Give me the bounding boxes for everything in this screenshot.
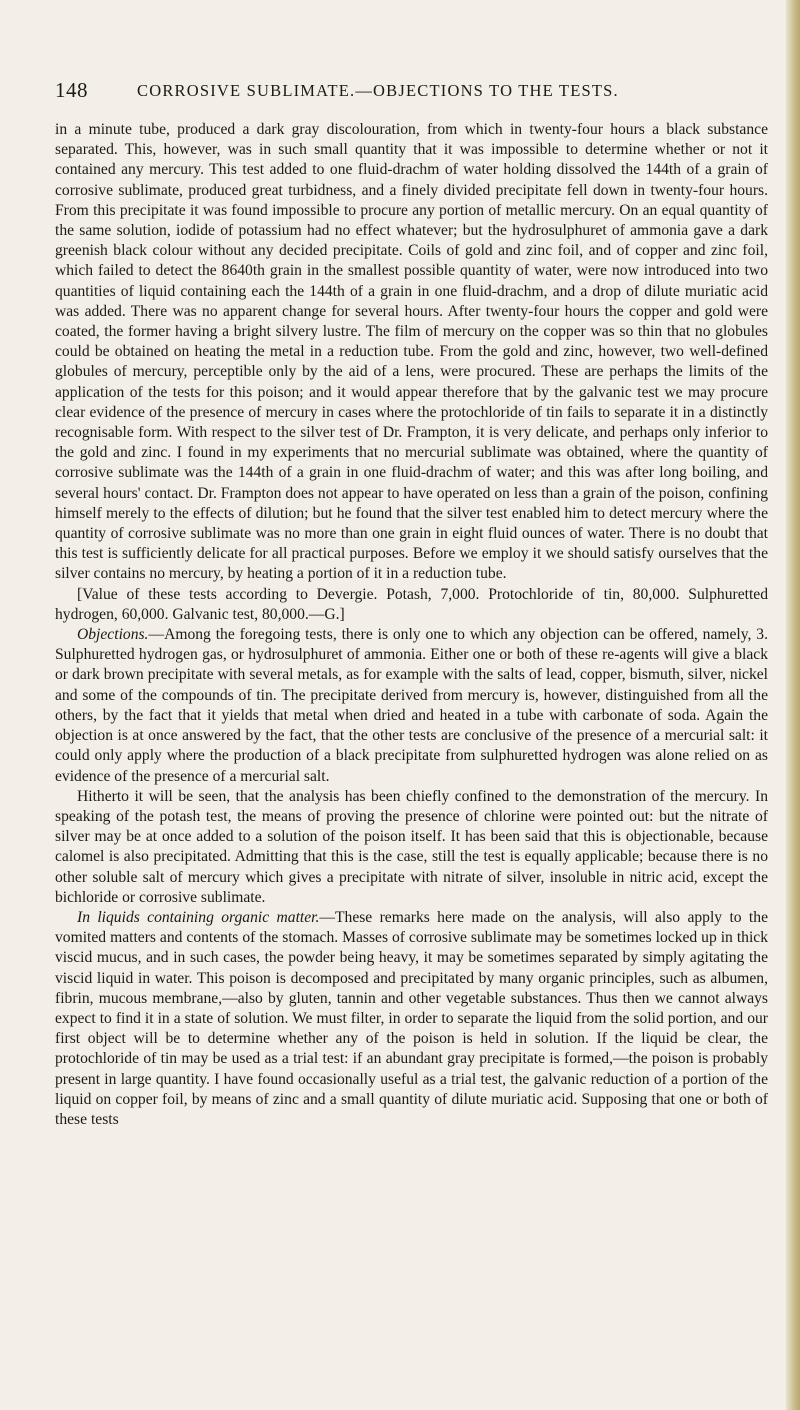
paragraph-3 bbox=[55, 625, 768, 787]
paragraph-4: Hitherto it will be seen, that the analysis has been chiefly confined to the demonstration of the mercury. In speaking of the potash test, the means of proving the presence of chlorine were pointed out: but the nitrate of silver may be at once added to a solution of the poison itself. It has been said that this is objectionable, because calomel is also precipitated. Admitting that this is the case, still the test is equally applicable; because there is no other soluble salt of mercury which gives a precipitate with nitrate of silver, insoluble in nitric acid, except the bichloride or corrosive sublimate. bbox=[55, 787, 768, 906]
page-edge bbox=[786, 0, 800, 1410]
run-in-heading: Objections. bbox=[77, 626, 149, 644]
run-in-heading: In liquids containing organic matter. bbox=[77, 908, 320, 926]
page-header bbox=[55, 78, 775, 104]
paragraph-5 bbox=[55, 908, 768, 1130]
paragraph-text: —These remarks here made on the analysis, will also apply to the vomited matters and contents of the stomach. Masses of corrosive sublimate may be sometimes locked up in thick viscid mucus, and in such cases, the powder being heavy, it may be sometimes separated by simply agitating the viscid liquid in water. This poison is decomposed and precipitated by many organic principles, such as albumen, fibrin, mucous membrane,—also by gluten, tannin and other vegetable substances. Thus then we cannot always expect to find it in a state of solution. We must filter, in order to separate the liquid from the solid portion, and our first object will be to determine whether any of the poison is held in solution. If the liquid be clear, the protochloride of tin may be used as a trial test: if an abundant gray precipitate is formed,—the poison is probably present in large quantity. I have found occasionally useful as a trial test, the galvanic reduction of a portion of the liquid on copper foil, by means of zinc and a small quantity of dilute muriatic acid. Supposing that one or both of these tests bbox=[55, 908, 768, 1128]
body-text bbox=[55, 120, 768, 1130]
paragraph-text: —Among the foregoing tests, there is only one to which any objection can be offered, namely, 3. Sulphuretted hydrogen gas, or hydrosulphuret of ammonia. Either one or both of these re-agents will give a black or dark brown precipitate with several metals, as for example with the salts of lead, copper, bismuth, silver, nickel and some of the compounds of tin. The precipitate derived from mercury is, however, distinguished from all the others, by the fact that it yields that metal when dried and heated in a tube with carbonate of soda. Again the objection is at once answered by the fact, that the other tests are conclusive of the presence of a mercurial salt: it could only apply where the production of a black precipitate from sulphuretted hydrogen was alone relied on as evidence of the presence of a mercurial salt. bbox=[55, 626, 768, 785]
paragraph-2: [Value of these tests according to Devergie. Potash, 7,000. Protochloride of tin, 80,000. Sulphuretted hydrogen, 60,000. Galvanic test, 80,000.—G.] bbox=[55, 585, 768, 623]
paragraph-1: in a minute tube, produced a dark gray discolouration, from which in twenty-four hours a black substance separated. This, however, was in such small quantity that it was impossible to determine whether or not it contained any mercury. This test added to one fluid-drachm of water holding dissolved the 144th of a grain of corrosive sublimate, produced great turbidness, and a finely divided precipitate fell down in twenty-four hours. From this precipitate it was found impossible to procure any portion of metallic mercury. On an equal quantity of the same solution, iodide of potassium had no effect whatever; but the hydrosulphuret of ammonia gave a dark greenish black colour without any decided precipitate. Coils of gold and zinc foil, and of copper and zinc foil, which failed to detect the 8640th grain in the smallest possible quantity of water, were now introduced into two quantities of liquid containing each the 144th of a grain in one fluid-drachm, and a drop of dilute muriatic acid was added. There was no apparent change for several hours. After twenty-four hours the copper and gold were coated, the former having a bright silvery lustre. The film of mercury on the copper was so thin that no globules could be obtained on heating the metal in a reduction tube. From the gold and zinc, however, two well-defined globules of mercury, perceptible only by the aid of a lens, were procured. These are perhaps the limits of the application of the tests for this poison; and it would appear therefore that by the galvanic test we may procure clear evidence of the presence of mercury in cases where the protochloride of tin fails to separate it in a distinctly recognisable form. With respect to the silver test of Dr. Frampton, it is very delicate, and perhaps only inferior to the gold and zinc. I found in my experiments that no mercurial sublimate was obtained, where the quantity of corrosive sublimate was the 144th of a grain in one fluid-drachm of water; and this was after long boiling, and several hours' contact. Dr. Frampton does not appear to have operated on less than a grain of the poison, confining himself merely to the effects of dilution; but he found that the silver test enabled him to detect mercury where the quantity of corrosive sublimate was no more than one grain in eight fluid ounces of water. There is no doubt that this test is sufficiently delicate for all practical purposes. Before we employ it we should satisfy ourselves that the silver contains no mercury, by heating a portion of it in a reduction tube. bbox=[55, 121, 768, 583]
page-number: 148 bbox=[55, 78, 88, 102]
running-head: CORROSIVE SUBLIMATE.—OBJECTIONS TO THE TESTS. bbox=[137, 81, 619, 100]
